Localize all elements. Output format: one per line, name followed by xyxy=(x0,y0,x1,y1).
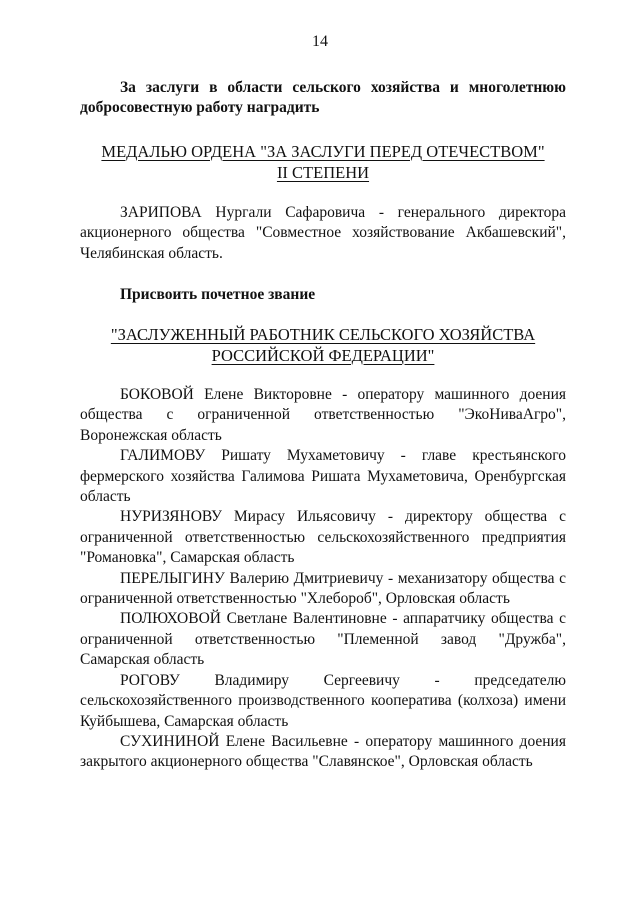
list-item: БОКОВОЙ Елене Викторовне - оператору машинного доения общества с ограниченной ответственностью "ЭкоНиваАгро", Воронежская область xyxy=(80,386,566,444)
honorary-title xyxy=(80,324,566,366)
award-title xyxy=(80,141,566,183)
page-number: 14 xyxy=(312,33,328,50)
list-item: СУХИНИНОЙ Елене Васильевне - оператору машинного доения закрытого акционерного общества "Славянское", Орловская область xyxy=(80,732,566,771)
award-intro: За заслуги в области сельского хозяйства и многолетнюю добросовестную работу наградить xyxy=(80,79,566,117)
list-item: НУРИЗЯНОВУ Мирасу Ильясовичу - директору общества с ограниченной ответственностью сельскохозяйственного предприятия "Романовка", Самарская область xyxy=(80,508,566,567)
list-item: ГАЛИМОВУ Ришату Мухаметовичу - главе крестьянского фермерского хозяйства Галимова Ришата Мухаметовича, Оренбургская область xyxy=(80,447,566,506)
award-title-line-2: II СТЕПЕНИ xyxy=(276,163,370,182)
award-title-line-1: МЕДАЛЬЮ ОРДЕНА "ЗА ЗАСЛУГИ ПЕРЕД ОТЕЧЕСТВОМ" xyxy=(101,142,545,161)
honorary-title-intro: Присвоить почетное звание xyxy=(120,286,316,303)
honorary-title-line-1: "ЗАСЛУЖЕННЫЙ РАБОТНИК СЕЛЬСКОГО ХОЗЯЙСТВА xyxy=(110,325,536,344)
honorary-title-line-2: РОССИЙСКОЙ ФЕДЕРАЦИИ" xyxy=(211,346,435,365)
recipient-list xyxy=(80,385,566,773)
list-item: ПЕРЕЛЫГИНУ Валерию Дмитриевичу - механизатору общества с ограниченной ответственностью "Хлебороб", Орловская область xyxy=(80,569,566,608)
list-item: РОГОВУ Владимиру Сергеевичу - председателю сельскохозяйственного производственного кооператива (колхоза) имени Куйбышева, Самарская область xyxy=(80,671,566,730)
list-item: ПОЛЮХОВОЙ Светлане Валентиновне - аппаратчику общества с ограниченной ответственностью "Племенной завод "Дружба", Самарская область xyxy=(80,610,566,669)
award-recipient-entry: ЗАРИПОВА Нургали Сафаровича - генерального директора акционерного общества "Совместное хозяйствование Акбашевский", Челябинская область. xyxy=(80,204,566,262)
